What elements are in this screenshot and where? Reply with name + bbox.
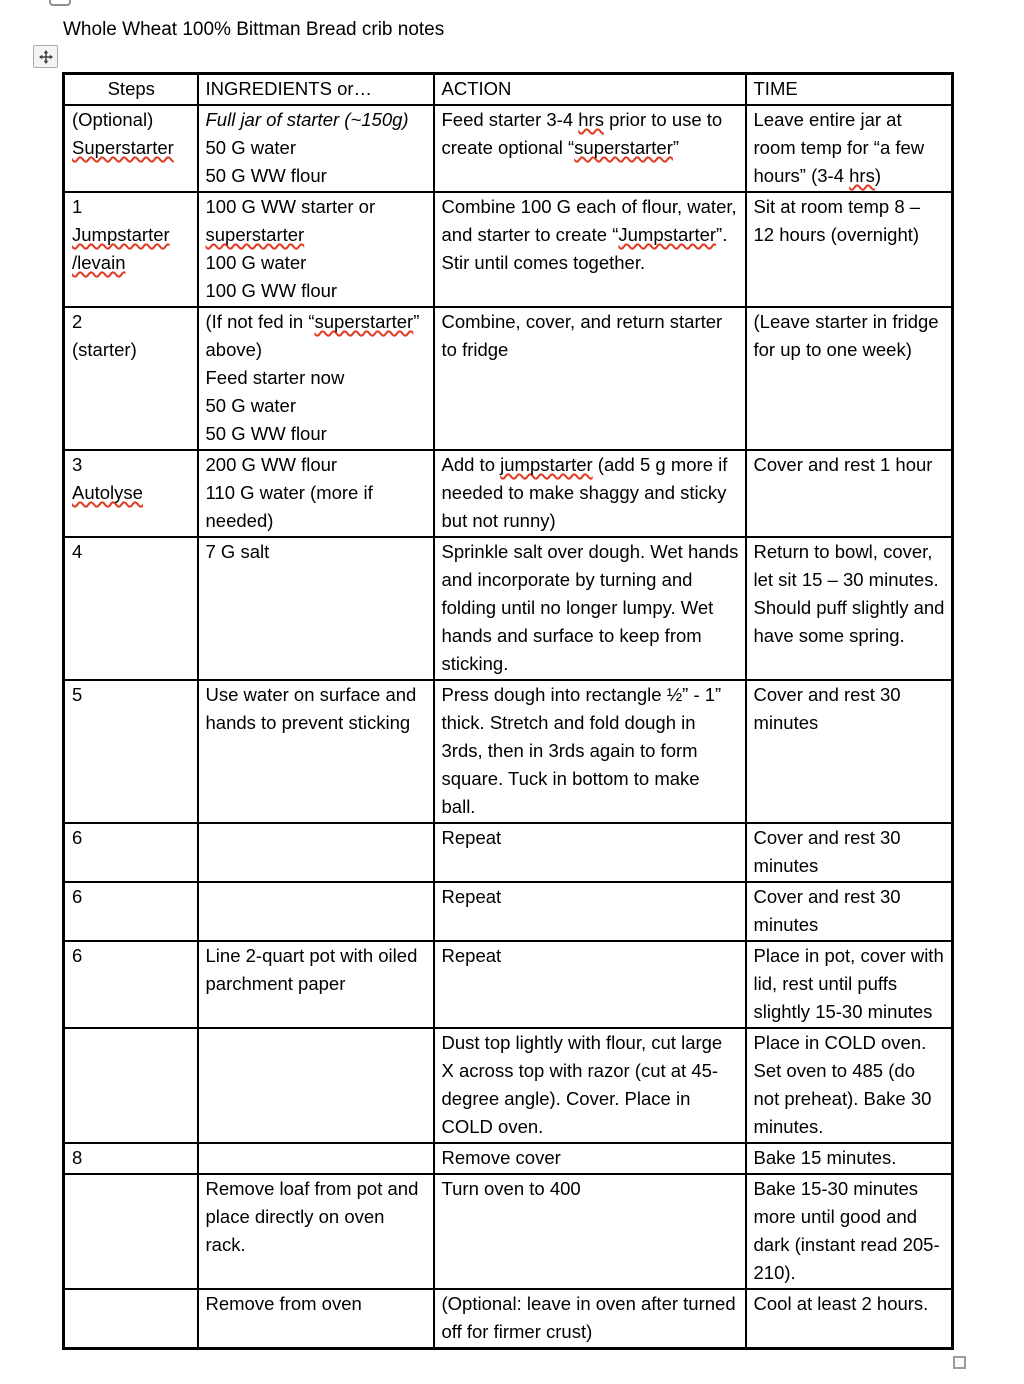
cell-steps[interactable]: [64, 1289, 198, 1349]
table-resize-square-icon[interactable]: [953, 1356, 966, 1369]
cell-action[interactable]: [434, 823, 746, 882]
cell-text: (Leave starter in fridge for up to one week): [753, 311, 939, 360]
cell-text: Cover and rest 30 minutes: [753, 886, 901, 935]
table-row: [64, 1143, 953, 1174]
misspelled-text: Superstarter: [72, 137, 174, 158]
table-row: [64, 192, 953, 307]
cell-text: 200 G WW flour: [205, 454, 338, 475]
cell-time[interactable]: [746, 1289, 953, 1349]
cell-steps[interactable]: [64, 1174, 198, 1289]
cell-text: 5: [72, 684, 83, 705]
table-move-handle[interactable]: [33, 45, 58, 68]
cell-action[interactable]: [434, 1289, 746, 1349]
cell-time[interactable]: [746, 307, 953, 450]
cell-ingredients[interactable]: [198, 307, 434, 450]
cell-text: 1: [72, 196, 83, 217]
cell-text: 110 G water (more if needed): [205, 482, 373, 531]
cell-text: ”. Stir until comes together.: [441, 224, 728, 273]
misspelled-text: /levain: [72, 252, 126, 273]
cropped-rounded-rect: [49, 0, 71, 6]
table-row: [64, 1289, 953, 1349]
table-row: [64, 537, 953, 680]
cell-time[interactable]: [746, 882, 953, 941]
cell-time[interactable]: [746, 105, 953, 192]
cell-text: Cover and rest 1 hour: [753, 454, 933, 475]
cell-text: ”: [672, 137, 680, 158]
cell-text: Sit at room temp 8 – 12 hours (overnight): [753, 196, 921, 245]
table-row: [64, 450, 953, 537]
cell-text: Repeat: [441, 945, 502, 966]
misspelled-text: Jumpstarter: [72, 224, 170, 245]
cell-text: 50 G water: [205, 137, 296, 158]
cell-action[interactable]: [434, 680, 746, 823]
cell-text: Cool at least 2 hours.: [753, 1293, 929, 1314]
cell-text: Bake 15-30 minutes more until good and dark (instant read 205-210).: [753, 1178, 940, 1283]
cell-text: 8: [72, 1147, 83, 1168]
cell-text: 50 G WW flour: [205, 165, 327, 186]
table-row: [64, 1028, 953, 1143]
cell-steps[interactable]: [64, 1143, 198, 1174]
cell-steps[interactable]: [64, 1028, 198, 1143]
header-row: [64, 74, 953, 106]
table-row: [64, 680, 953, 823]
cell-text: Feed starter 3-4: [441, 109, 579, 130]
cell-text: 50 G water: [205, 395, 296, 416]
cell-ingredients[interactable]: [198, 1174, 434, 1289]
misspelled-text: hrs: [578, 109, 604, 130]
cell-time[interactable]: [746, 450, 953, 537]
cell-action[interactable]: [434, 307, 746, 450]
cell-ingredients[interactable]: [198, 1143, 434, 1174]
cell-text: Bake 15 minutes.: [753, 1147, 897, 1168]
cell-ingredients[interactable]: [198, 450, 434, 537]
cell-steps[interactable]: [64, 192, 198, 307]
cell-text: (Optional: leave in oven after turned off for firmer crust): [441, 1293, 736, 1342]
cell-time[interactable]: [746, 680, 953, 823]
recipe-table: [62, 72, 954, 1350]
cell-steps[interactable]: [64, 537, 198, 680]
cell-text: Dust top lightly with flour, cut large X across top with razor (cut at 45-degree angle). Cover. Place in COLD oven.: [441, 1032, 723, 1137]
table-row: [64, 1174, 953, 1289]
cell-text: Sprinkle salt over dough. Wet hands and incorporate by turning and folding until no longer lumpy. Wet hands and surface to keep from sticking.: [441, 541, 739, 674]
cell-steps[interactable]: [64, 450, 198, 537]
cell-text: Add to: [441, 454, 501, 475]
cell-text: Remove from oven: [205, 1293, 362, 1314]
cell-text: Place in COLD oven. Set oven to 485 (do not preheat). Bake 30 minutes.: [753, 1032, 932, 1137]
cell-text: 6: [72, 886, 83, 907]
cell-text: (starter): [72, 339, 137, 360]
cell-text: (add 5 g more if needed to make shaggy and sticky but not runny): [441, 454, 728, 531]
cell-time[interactable]: [746, 941, 953, 1028]
four-way-move-arrow-icon: [38, 49, 54, 65]
column-header-action[interactable]: ACTION: [434, 74, 746, 106]
cell-ingredients[interactable]: [198, 192, 434, 307]
cell-text: 100 G WW starter or: [205, 196, 376, 217]
cell-text: Feed starter now: [205, 367, 345, 388]
cell-text: Full jar of starter (~150g): [205, 109, 409, 130]
column-header-ingredients[interactable]: INGREDIENTS or…: [198, 74, 434, 106]
column-header-time[interactable]: TIME: [746, 74, 953, 106]
cell-text: ): [874, 165, 881, 186]
cell-action[interactable]: [434, 1028, 746, 1143]
cell-text: prior to use to create optional “: [441, 109, 723, 158]
cell-text: 6: [72, 945, 83, 966]
cell-text: (If not fed in “: [205, 311, 315, 332]
cell-ingredients[interactable]: [198, 680, 434, 823]
misspelled-text: hrs: [849, 165, 875, 186]
cell-text: Remove loaf from pot and place directly on oven rack.: [205, 1178, 419, 1255]
cell-time[interactable]: [746, 1143, 953, 1174]
cell-text: Use water on surface and hands to prevent sticking: [205, 684, 417, 733]
cell-steps[interactable]: [64, 941, 198, 1028]
cell-action[interactable]: [434, 1143, 746, 1174]
table-row: [64, 882, 953, 941]
cell-text: 3: [72, 454, 83, 475]
table-row: [64, 307, 953, 450]
misspelled-text: superstarter: [574, 137, 673, 158]
cell-steps[interactable]: [64, 105, 198, 192]
cell-text: (Optional): [72, 109, 154, 130]
cell-ingredients[interactable]: [198, 882, 434, 941]
cell-action[interactable]: [434, 537, 746, 680]
cell-action[interactable]: [434, 882, 746, 941]
cell-text: Cover and rest 30 minutes: [753, 684, 901, 733]
cell-steps[interactable]: [64, 882, 198, 941]
cell-ingredients[interactable]: [198, 1289, 434, 1349]
cell-ingredients[interactable]: [198, 105, 434, 192]
cell-text: Repeat: [441, 886, 502, 907]
cell-time[interactable]: [746, 537, 953, 680]
cell-text: 7 G salt: [205, 541, 270, 562]
table-row: [64, 941, 953, 1028]
cell-text: 100 G water: [205, 252, 307, 273]
cell-text: 50 G WW flour: [205, 423, 327, 444]
cell-text: Combine 100 G each of flour, water, and starter to create “: [441, 196, 737, 245]
misspelled-text: jumpstarter: [500, 454, 593, 475]
cell-text: Repeat: [441, 827, 502, 848]
cell-text: Leave entire jar at room temp for “a few hours” (3-4: [753, 109, 925, 186]
misspelled-text: superstarter: [314, 311, 414, 332]
cell-action[interactable]: [434, 941, 746, 1028]
cell-text: Cover and rest 30 minutes: [753, 827, 901, 876]
column-header-steps[interactable]: Steps: [64, 74, 198, 106]
cell-text: Return to bowl, cover, let sit 15 – 30 minutes. Should puff slightly and have some spring.: [753, 541, 945, 646]
cell-text: Line 2-quart pot with oiled parchment paper: [205, 945, 418, 994]
cell-action[interactable]: [434, 105, 746, 192]
cell-action[interactable]: [434, 1174, 746, 1289]
cell-text: 100 G WW flour: [205, 280, 338, 301]
cell-time[interactable]: [746, 823, 953, 882]
table-row: [64, 823, 953, 882]
table-row: [64, 105, 953, 192]
page-title[interactable]: Whole Wheat 100% Bittman Bread crib notes: [63, 19, 445, 40]
cell-ingredients[interactable]: [198, 1028, 434, 1143]
cell-time[interactable]: [746, 192, 953, 307]
cell-text: ” above): [205, 311, 420, 360]
cell-text: Turn oven to 400: [441, 1178, 581, 1199]
cell-steps[interactable]: [64, 680, 198, 823]
cell-steps[interactable]: [64, 823, 198, 882]
misspelled-text: superstarter: [205, 224, 305, 245]
cell-time[interactable]: [746, 1174, 953, 1289]
cell-text: Press dough into rectangle ½” - 1” thick. Stretch and fold dough in 3rds, then in 3rds again to form square. Tuck in bottom to make ball.: [441, 684, 722, 817]
cell-ingredients[interactable]: [198, 941, 434, 1028]
cell-text: 6: [72, 827, 83, 848]
cell-action[interactable]: [434, 192, 746, 307]
misspelled-text: Jumpstarter: [618, 224, 717, 245]
cell-ingredients[interactable]: [198, 823, 434, 882]
cell-text: Combine, cover, and return starter to fridge: [441, 311, 723, 360]
cell-ingredients[interactable]: [198, 537, 434, 680]
cell-text: 4: [72, 541, 83, 562]
cell-text: 2: [72, 311, 83, 332]
cell-time[interactable]: [746, 1028, 953, 1143]
misspelled-text: Autolyse: [72, 482, 143, 503]
cell-text: Remove cover: [441, 1147, 561, 1168]
cell-action[interactable]: [434, 450, 746, 537]
cell-text: Place in pot, cover with lid, rest until puffs slightly 15-30 minutes: [753, 945, 944, 1022]
cell-steps[interactable]: [64, 307, 198, 450]
